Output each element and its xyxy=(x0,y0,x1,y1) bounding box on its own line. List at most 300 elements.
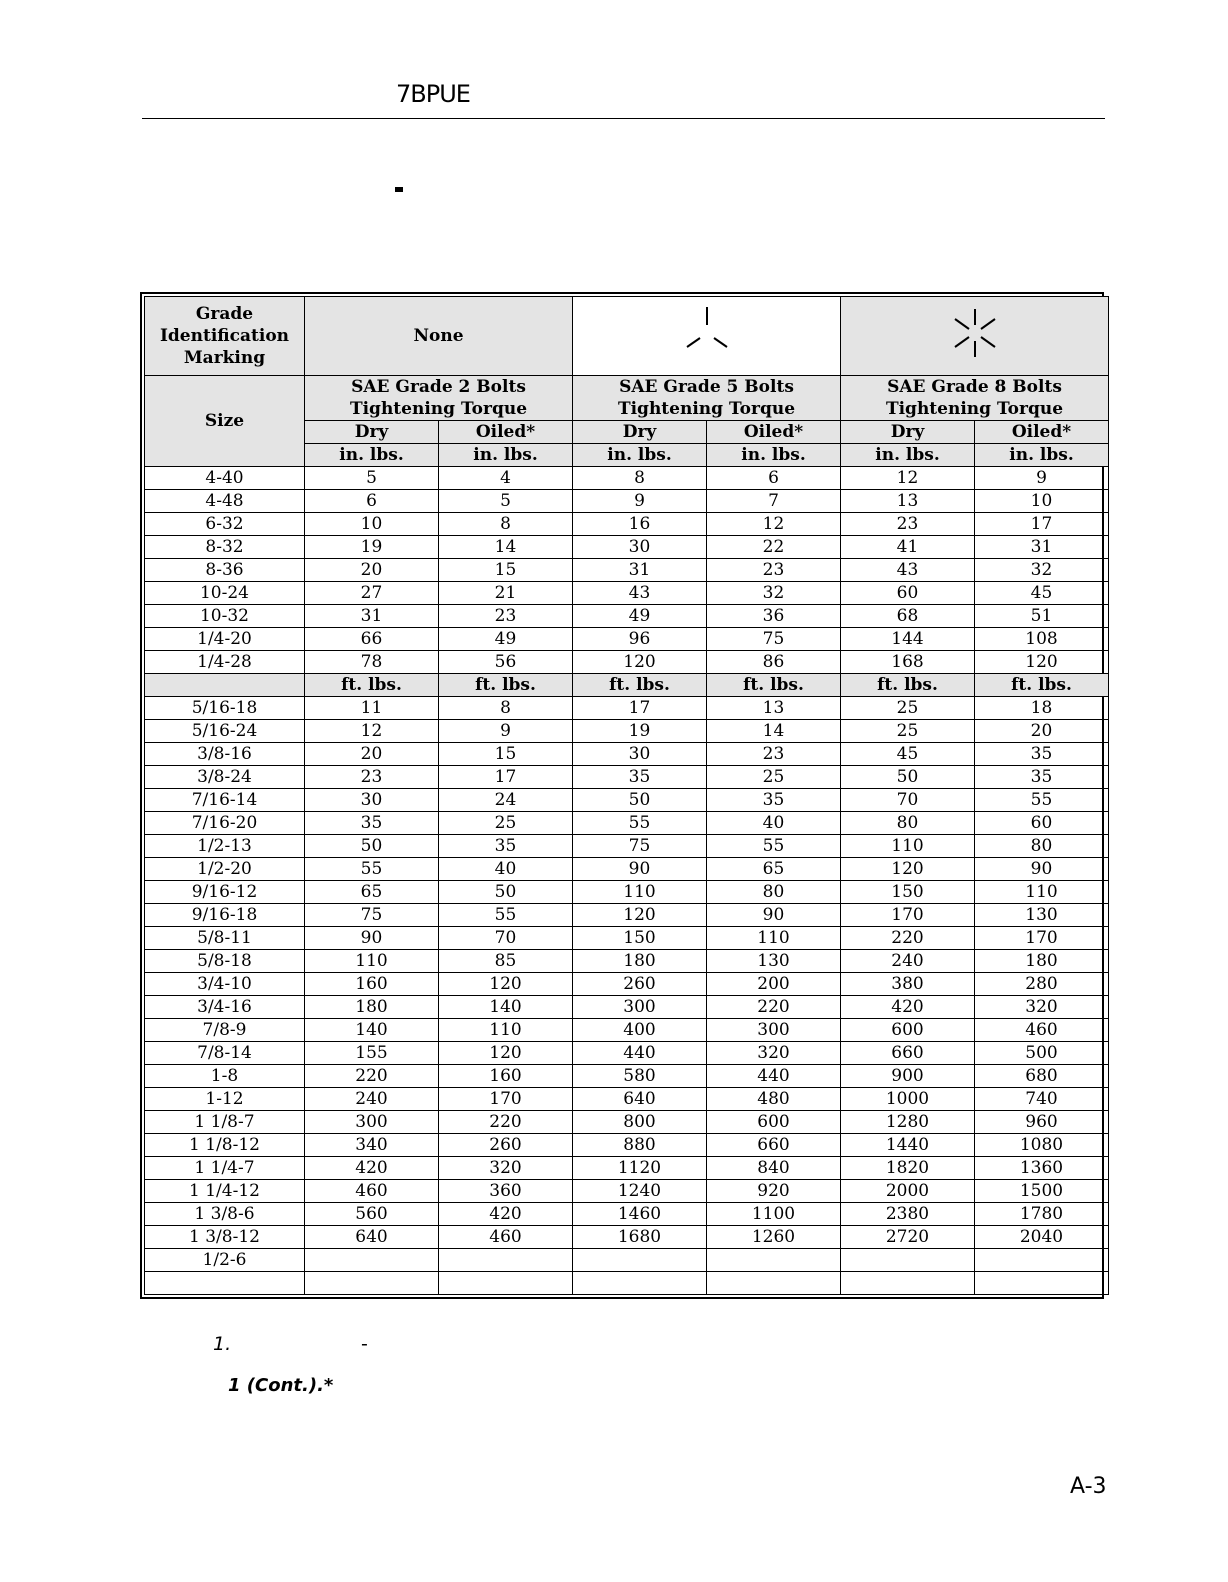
torque-cell: 36 xyxy=(707,605,841,628)
torque-cell: 51 xyxy=(975,605,1109,628)
torque-cell: 85 xyxy=(439,950,573,973)
table-row xyxy=(145,1065,1109,1088)
torque-cell: 260 xyxy=(439,1134,573,1157)
torque-cell: 23 xyxy=(841,513,975,536)
size-cell: 3/4-16 xyxy=(145,996,305,1019)
size-cell: 8-36 xyxy=(145,559,305,582)
torque-cell: 20 xyxy=(305,559,439,582)
grade-8-label: SAE Grade 8 Bolts Tightening Torque xyxy=(841,376,1109,421)
size-cell: 3/4-10 xyxy=(145,973,305,996)
torque-cell: 65 xyxy=(305,881,439,904)
torque-cell: 17 xyxy=(573,697,707,720)
table-row xyxy=(145,973,1109,996)
torque-cell xyxy=(573,1272,707,1295)
size-cell: 1 1/8-7 xyxy=(145,1111,305,1134)
page-number: A-3 xyxy=(1070,1474,1107,1499)
torque-cell: 420 xyxy=(305,1157,439,1180)
torque-cell: 1260 xyxy=(707,1226,841,1249)
torque-cell: 20 xyxy=(305,743,439,766)
torque-cell: 45 xyxy=(841,743,975,766)
torque-cell: 480 xyxy=(707,1088,841,1111)
torque-cell: 75 xyxy=(305,904,439,927)
table-row xyxy=(145,697,1109,720)
torque-cell: 4 xyxy=(439,467,573,490)
torque-cell: 90 xyxy=(305,927,439,950)
torque-cell: 220 xyxy=(439,1111,573,1134)
torque-cell: 6 xyxy=(707,467,841,490)
table-row xyxy=(145,1226,1109,1249)
torque-cell: 21 xyxy=(439,582,573,605)
torque-cell: 5 xyxy=(439,490,573,513)
unit-in-lbs: in. lbs. xyxy=(975,444,1109,467)
torque-cell: 110 xyxy=(305,950,439,973)
torque-table-frame xyxy=(140,292,1104,1299)
table-row xyxy=(145,559,1109,582)
torque-cell: 120 xyxy=(439,1042,573,1065)
size-cell: 4-48 xyxy=(145,490,305,513)
torque-cell: 49 xyxy=(573,605,707,628)
torque-cell: 17 xyxy=(975,513,1109,536)
torque-cell: 260 xyxy=(573,973,707,996)
footnote-number: 1. xyxy=(213,1333,232,1355)
torque-cell: 30 xyxy=(573,743,707,766)
torque-cell: 170 xyxy=(841,904,975,927)
torque-cell: 25 xyxy=(439,812,573,835)
torque-cell: 110 xyxy=(439,1019,573,1042)
torque-cell: 460 xyxy=(439,1226,573,1249)
size-cell: 1/4-28 xyxy=(145,651,305,674)
torque-cell: 660 xyxy=(841,1042,975,1065)
torque-cell xyxy=(841,1272,975,1295)
torque-cell: 86 xyxy=(707,651,841,674)
size-cell: 1-8 xyxy=(145,1065,305,1088)
size-cell: 1 3/8-12 xyxy=(145,1226,305,1249)
torque-cell: 1100 xyxy=(707,1203,841,1226)
table-row xyxy=(145,835,1109,858)
table-row xyxy=(145,1019,1109,1042)
torque-cell: 50 xyxy=(573,789,707,812)
header-code: 7BPUE xyxy=(396,80,470,108)
torque-cell xyxy=(305,1249,439,1272)
torque-cell: 168 xyxy=(841,651,975,674)
torque-cell: 120 xyxy=(439,973,573,996)
header-rule xyxy=(142,118,1105,119)
torque-cell: 960 xyxy=(975,1111,1109,1134)
torque-cell: 1780 xyxy=(975,1203,1109,1226)
torque-cell: 31 xyxy=(305,605,439,628)
torque-cell: 31 xyxy=(975,536,1109,559)
size-cell: 1/2-20 xyxy=(145,858,305,881)
torque-cell: 78 xyxy=(305,651,439,674)
size-cell: 9/16-18 xyxy=(145,904,305,927)
torque-cell: 155 xyxy=(305,1042,439,1065)
unit-ft-lbs: ft. lbs. xyxy=(573,674,707,697)
size-cell: 8-32 xyxy=(145,536,305,559)
torque-cell: 35 xyxy=(707,789,841,812)
torque-cell: 50 xyxy=(305,835,439,858)
torque-cell: 1460 xyxy=(573,1203,707,1226)
torque-cell: 110 xyxy=(841,835,975,858)
size-cell: 10-24 xyxy=(145,582,305,605)
torque-cell: 15 xyxy=(439,559,573,582)
torque-cell: 320 xyxy=(439,1157,573,1180)
table-row xyxy=(145,904,1109,927)
torque-cell: 55 xyxy=(707,835,841,858)
unit-ft-lbs: ft. lbs. xyxy=(439,674,573,697)
table-row xyxy=(145,743,1109,766)
size-cell: 3/8-16 xyxy=(145,743,305,766)
torque-cell: 55 xyxy=(573,812,707,835)
torque-cell: 25 xyxy=(707,766,841,789)
torque-cell: 13 xyxy=(707,697,841,720)
torque-cell: 70 xyxy=(841,789,975,812)
torque-cell: 140 xyxy=(439,996,573,1019)
torque-cell: 19 xyxy=(305,536,439,559)
torque-cell: 160 xyxy=(439,1065,573,1088)
torque-cell: 280 xyxy=(975,973,1109,996)
torque-cell: 14 xyxy=(707,720,841,743)
grade-5-label: SAE Grade 5 Bolts Tightening Torque xyxy=(573,376,841,421)
torque-table xyxy=(144,296,1109,1295)
table-row xyxy=(145,1272,1109,1295)
torque-cell: 144 xyxy=(841,628,975,651)
torque-cell: 420 xyxy=(841,996,975,1019)
torque-cell: 75 xyxy=(707,628,841,651)
torque-cell: 150 xyxy=(573,927,707,950)
torque-cell: 108 xyxy=(975,628,1109,651)
torque-cell: 66 xyxy=(305,628,439,651)
size-cell: 5/8-11 xyxy=(145,927,305,950)
torque-cell: 440 xyxy=(573,1042,707,1065)
torque-cell: 96 xyxy=(573,628,707,651)
torque-cell: 90 xyxy=(975,858,1109,881)
torque-cell: 110 xyxy=(707,927,841,950)
grade-5-dry-label: Dry xyxy=(573,421,707,444)
torque-cell: 460 xyxy=(305,1180,439,1203)
torque-cell: 120 xyxy=(975,651,1109,674)
table-row xyxy=(145,766,1109,789)
torque-cell: 35 xyxy=(439,835,573,858)
torque-cell: 740 xyxy=(975,1088,1109,1111)
torque-cell: 75 xyxy=(573,835,707,858)
torque-cell: 220 xyxy=(305,1065,439,1088)
table-row xyxy=(145,881,1109,904)
torque-cell: 800 xyxy=(573,1111,707,1134)
grade-2-oiled-label: Oiled* xyxy=(439,421,573,444)
torque-cell: 920 xyxy=(707,1180,841,1203)
table-row xyxy=(145,996,1109,1019)
torque-cell: 12 xyxy=(305,720,439,743)
torque-cell: 16 xyxy=(573,513,707,536)
torque-cell: 9 xyxy=(439,720,573,743)
grade-2-dry-label: Dry xyxy=(305,421,439,444)
torque-cell: 9 xyxy=(975,467,1109,490)
table-row xyxy=(145,858,1109,881)
torque-cell: 24 xyxy=(439,789,573,812)
table-row xyxy=(145,812,1109,835)
torque-cell: 70 xyxy=(439,927,573,950)
torque-cell: 320 xyxy=(975,996,1109,1019)
torque-cell: 55 xyxy=(305,858,439,881)
torque-cell: 1500 xyxy=(975,1180,1109,1203)
torque-cell: 45 xyxy=(975,582,1109,605)
size-cell: 3/8-24 xyxy=(145,766,305,789)
torque-cell: 7 xyxy=(707,490,841,513)
torque-cell: 12 xyxy=(841,467,975,490)
table-row xyxy=(145,1180,1109,1203)
torque-cell: 220 xyxy=(707,996,841,1019)
torque-cell: 1240 xyxy=(573,1180,707,1203)
torque-cell xyxy=(439,1272,573,1295)
torque-cell: 14 xyxy=(439,536,573,559)
torque-cell xyxy=(707,1249,841,1272)
table-row xyxy=(145,605,1109,628)
torque-cell: 1360 xyxy=(975,1157,1109,1180)
torque-cell: 120 xyxy=(573,651,707,674)
torque-cell: 1120 xyxy=(573,1157,707,1180)
table-row xyxy=(145,1157,1109,1180)
torque-cell: 420 xyxy=(439,1203,573,1226)
size-cell: 5/8-18 xyxy=(145,950,305,973)
torque-cell: 460 xyxy=(975,1019,1109,1042)
six-line-radial-icon xyxy=(841,297,1109,376)
table-continued-label: 1 (Cont.).* xyxy=(228,1375,334,1396)
torque-cell: 60 xyxy=(841,582,975,605)
torque-cell: 55 xyxy=(975,789,1109,812)
table-row xyxy=(145,536,1109,559)
footnote-dash: - xyxy=(361,1333,368,1355)
torque-cell: 23 xyxy=(439,605,573,628)
torque-cell: 300 xyxy=(707,1019,841,1042)
torque-cell: 10 xyxy=(305,513,439,536)
torque-cell: 600 xyxy=(841,1019,975,1042)
torque-cell: 400 xyxy=(573,1019,707,1042)
torque-cell: 320 xyxy=(707,1042,841,1065)
torque-cell: 1280 xyxy=(841,1111,975,1134)
torque-cell: 680 xyxy=(975,1065,1109,1088)
unit-ft-lbs: ft. lbs. xyxy=(707,674,841,697)
size-cell: 7/16-20 xyxy=(145,812,305,835)
torque-cell: 180 xyxy=(975,950,1109,973)
grade-2-label: SAE Grade 2 Bolts Tightening Torque xyxy=(305,376,573,421)
table-row xyxy=(145,467,1109,490)
torque-cell: 13 xyxy=(841,490,975,513)
torque-cell: 440 xyxy=(707,1065,841,1088)
torque-cell: 25 xyxy=(841,720,975,743)
torque-cell: 1440 xyxy=(841,1134,975,1157)
torque-cell: 660 xyxy=(707,1134,841,1157)
torque-cell: 120 xyxy=(841,858,975,881)
size-cell: 10-32 xyxy=(145,605,305,628)
torque-cell: 17 xyxy=(439,766,573,789)
torque-cell: 240 xyxy=(841,950,975,973)
torque-cell: 140 xyxy=(305,1019,439,1042)
grade-8-dry-label: Dry xyxy=(841,421,975,444)
torque-cell: 27 xyxy=(305,582,439,605)
torque-cell: 2000 xyxy=(841,1180,975,1203)
size-cell: 5/16-18 xyxy=(145,697,305,720)
size-cell: 1 1/4-7 xyxy=(145,1157,305,1180)
torque-cell: 8 xyxy=(573,467,707,490)
torque-cell: 15 xyxy=(439,743,573,766)
torque-cell: 35 xyxy=(573,766,707,789)
torque-cell: 300 xyxy=(305,1111,439,1134)
unit-ft-lbs: ft. lbs. xyxy=(975,674,1109,697)
torque-cell: 65 xyxy=(707,858,841,881)
size-cell: 1 3/8-6 xyxy=(145,1203,305,1226)
size-cell: 7/8-9 xyxy=(145,1019,305,1042)
torque-cell: 56 xyxy=(439,651,573,674)
torque-cell: 19 xyxy=(573,720,707,743)
three-line-radial-icon xyxy=(573,297,841,376)
table-row xyxy=(145,950,1109,973)
torque-cell: 150 xyxy=(841,881,975,904)
size-cell: 5/16-24 xyxy=(145,720,305,743)
torque-cell: 880 xyxy=(573,1134,707,1157)
torque-cell: 9 xyxy=(573,490,707,513)
torque-cell: 2380 xyxy=(841,1203,975,1226)
torque-cell: 1080 xyxy=(975,1134,1109,1157)
torque-cell: 90 xyxy=(573,858,707,881)
torque-cell: 43 xyxy=(573,582,707,605)
torque-cell: 900 xyxy=(841,1065,975,1088)
torque-cell: 110 xyxy=(573,881,707,904)
torque-cell: 31 xyxy=(573,559,707,582)
torque-cell: 1680 xyxy=(573,1226,707,1249)
unit-in-lbs: in. lbs. xyxy=(439,444,573,467)
torque-cell: 35 xyxy=(975,743,1109,766)
table-row xyxy=(145,1042,1109,1065)
torque-cell xyxy=(573,1249,707,1272)
torque-cell: 32 xyxy=(975,559,1109,582)
unit-ft-lbs: ft. lbs. xyxy=(841,674,975,697)
torque-cell: 120 xyxy=(573,904,707,927)
none-label: None xyxy=(305,297,573,376)
torque-cell: 43 xyxy=(841,559,975,582)
torque-cell: 80 xyxy=(975,835,1109,858)
table-row xyxy=(145,1111,1109,1134)
torque-cell: 160 xyxy=(305,973,439,996)
torque-cell: 30 xyxy=(573,536,707,559)
size-cell: 9/16-12 xyxy=(145,881,305,904)
torque-cell: 60 xyxy=(975,812,1109,835)
size-cell: 1/2-6 xyxy=(145,1249,305,1272)
torque-cell: 49 xyxy=(439,628,573,651)
torque-cell xyxy=(841,1249,975,1272)
torque-cell: 12 xyxy=(707,513,841,536)
torque-cell: 8 xyxy=(439,513,573,536)
torque-cell: 220 xyxy=(841,927,975,950)
grade-identification-label: Grade Identification Marking xyxy=(145,297,305,376)
torque-cell: 240 xyxy=(305,1088,439,1111)
torque-cell: 180 xyxy=(573,950,707,973)
torque-cell xyxy=(439,1249,573,1272)
table-row xyxy=(145,720,1109,743)
torque-cell: 18 xyxy=(975,697,1109,720)
torque-cell: 6 xyxy=(305,490,439,513)
torque-cell xyxy=(305,1272,439,1295)
unit-ft-blank xyxy=(145,674,305,697)
unit-in-lbs: in. lbs. xyxy=(305,444,439,467)
unit-ft-lbs: ft. lbs. xyxy=(305,674,439,697)
torque-cell: 600 xyxy=(707,1111,841,1134)
size-cell: 1 1/4-12 xyxy=(145,1180,305,1203)
torque-cell: 55 xyxy=(439,904,573,927)
torque-cell: 23 xyxy=(707,559,841,582)
torque-cell: 170 xyxy=(439,1088,573,1111)
torque-cell: 2720 xyxy=(841,1226,975,1249)
torque-cell: 32 xyxy=(707,582,841,605)
table-row xyxy=(145,651,1109,674)
torque-cell: 110 xyxy=(975,881,1109,904)
size-cell xyxy=(145,1272,305,1295)
unit-ft-row xyxy=(145,674,1109,697)
size-cell: 7/8-14 xyxy=(145,1042,305,1065)
torque-cell: 380 xyxy=(841,973,975,996)
torque-cell: 2040 xyxy=(975,1226,1109,1249)
torque-cell: 1000 xyxy=(841,1088,975,1111)
table-row xyxy=(145,1203,1109,1226)
torque-cell: 500 xyxy=(975,1042,1109,1065)
torque-cell: 90 xyxy=(707,904,841,927)
torque-cell: 40 xyxy=(707,812,841,835)
torque-cell: 360 xyxy=(439,1180,573,1203)
size-cell: 1-12 xyxy=(145,1088,305,1111)
torque-cell: 8 xyxy=(439,697,573,720)
torque-cell: 560 xyxy=(305,1203,439,1226)
torque-cell: 41 xyxy=(841,536,975,559)
torque-cell: 300 xyxy=(573,996,707,1019)
torque-cell: 840 xyxy=(707,1157,841,1180)
size-cell: 7/16-14 xyxy=(145,789,305,812)
torque-cell: 40 xyxy=(439,858,573,881)
grade-8-oiled-label: Oiled* xyxy=(975,421,1109,444)
unit-in-lbs: in. lbs. xyxy=(841,444,975,467)
torque-cell: 580 xyxy=(573,1065,707,1088)
torque-cell: 10 xyxy=(975,490,1109,513)
table-row xyxy=(145,789,1109,812)
torque-cell: 20 xyxy=(975,720,1109,743)
torque-cell: 130 xyxy=(975,904,1109,927)
torque-cell: 11 xyxy=(305,697,439,720)
torque-cell: 35 xyxy=(975,766,1109,789)
table-row xyxy=(145,628,1109,651)
table-row xyxy=(145,513,1109,536)
torque-cell: 170 xyxy=(975,927,1109,950)
torque-cell: 180 xyxy=(305,996,439,1019)
size-label: Size xyxy=(145,376,305,467)
torque-cell: 35 xyxy=(305,812,439,835)
table-row xyxy=(145,490,1109,513)
torque-cell: 80 xyxy=(707,881,841,904)
torque-cell: 30 xyxy=(305,789,439,812)
table-row xyxy=(145,927,1109,950)
torque-cell: 5 xyxy=(305,467,439,490)
unit-in-lbs: in. lbs. xyxy=(707,444,841,467)
torque-cell: 640 xyxy=(305,1226,439,1249)
torque-cell: 130 xyxy=(707,950,841,973)
size-cell: 1 1/8-12 xyxy=(145,1134,305,1157)
torque-cell: 50 xyxy=(439,881,573,904)
torque-cell xyxy=(975,1249,1109,1272)
table-row xyxy=(145,1134,1109,1157)
torque-cell: 23 xyxy=(305,766,439,789)
torque-cell: 68 xyxy=(841,605,975,628)
torque-cell: 80 xyxy=(841,812,975,835)
size-cell: 4-40 xyxy=(145,467,305,490)
torque-cell: 640 xyxy=(573,1088,707,1111)
table-row xyxy=(145,1249,1109,1272)
